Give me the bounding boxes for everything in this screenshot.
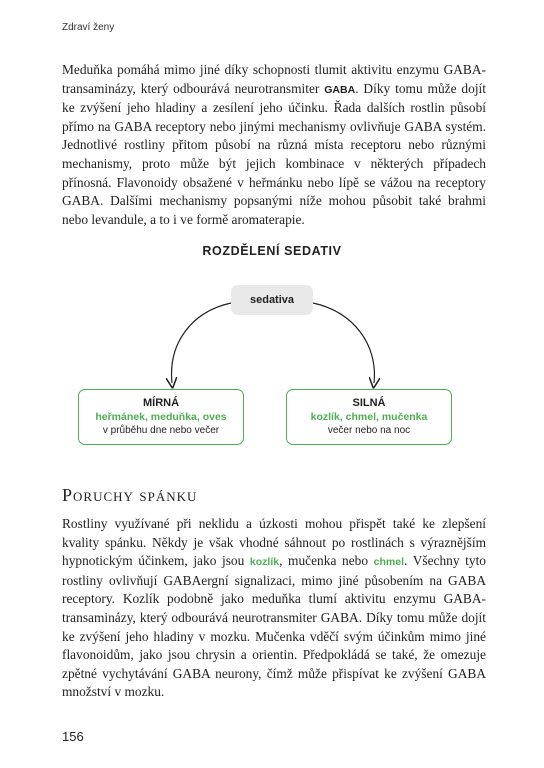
mild-title: MÍRNÁ — [142, 397, 180, 409]
gaba-term: GABA — [324, 83, 356, 96]
text-segment: , mučenka nebo — [279, 553, 374, 569]
strong-title: SILNÁ — [352, 397, 386, 409]
arrow-to-mild — [172, 303, 231, 383]
body-paragraph — [62, 61, 486, 229]
kozlik-term: kozlík — [249, 556, 280, 569]
strong-plants: kozlík, chmel, mučenka — [310, 411, 428, 423]
body-paragraph — [62, 515, 486, 702]
strong-time: večer nebo na noc — [327, 425, 411, 436]
text-segment: . Všechny tyto rostliny ovlivňují GABAergní signalizaci, mimo jiné působením na GABA receptory. Kozlík podobně jako meduňka tlumí aktivitu enzymu GABA-transaminázy, který odbourává neurotransmiter GABA. Díky tomu může dojít ke zvýšení jeho hladiny v mozku. Mučenka vděčí svým účinkům mimo jiné flavonoidům, jako jsou chrysin a orientin. Předpokládá se také, že omezuje zpětné vychytávání GABA neurony, čímž může přispívat ke zvýšení GABA množství v mozku. — [62, 553, 486, 700]
chmel-term: chmel — [373, 556, 404, 569]
text-segment: Meduňka pomáhá mimo jiné díky schopnosti tlumit aktivitu enzymu GABA-transaminázy, který odbourává neurotransmiter — [62, 62, 486, 96]
text-segment: Rostliny využívané při neklidu a úzkosti mohou přispět také ke zlepšení kvality spánku. Někdy je však vhodné sáhnout po rostlinách s výraznějším hypnotickým účinkem, jako jsou — [62, 516, 486, 569]
running-head: Zdraví ženy — [62, 22, 115, 33]
strong-sedatives-box — [286, 389, 452, 445]
arrow-to-strong — [313, 303, 374, 383]
mild-plants: heřmánek, meduňka, oves — [95, 411, 227, 423]
section-heading: Poruchy spánku — [62, 485, 198, 505]
text-segment: . Díky tomu může dojít ke zvýšení jeho hladiny a zesílení jeho účinku. Řada dalších rostlin působí přímo na GABA receptory nebo jinými mechanismy ovlivňuje GABA systém. Jednotlivé rostliny přitom působí na různá místa receptoru nebo různými mechanismy, proto může být jejich kombinace v některých případech přínosná. Flavonoidy obsažené v heřmánku nebo lípě se vážou na receptory GABA. Dalšími mechanismy popsanými níže mohou působit také brahmi nebo levandule, a to i ve formě aromaterapie. — [62, 80, 486, 227]
page-number: 156 — [62, 729, 84, 744]
sedativa-node: sedativa — [231, 285, 313, 315]
diagram-title: ROZDĚLENÍ SEDATIV — [202, 244, 342, 258]
mild-sedatives-box — [78, 389, 244, 445]
mild-time: v průběhu dne nebo večer — [102, 425, 220, 436]
